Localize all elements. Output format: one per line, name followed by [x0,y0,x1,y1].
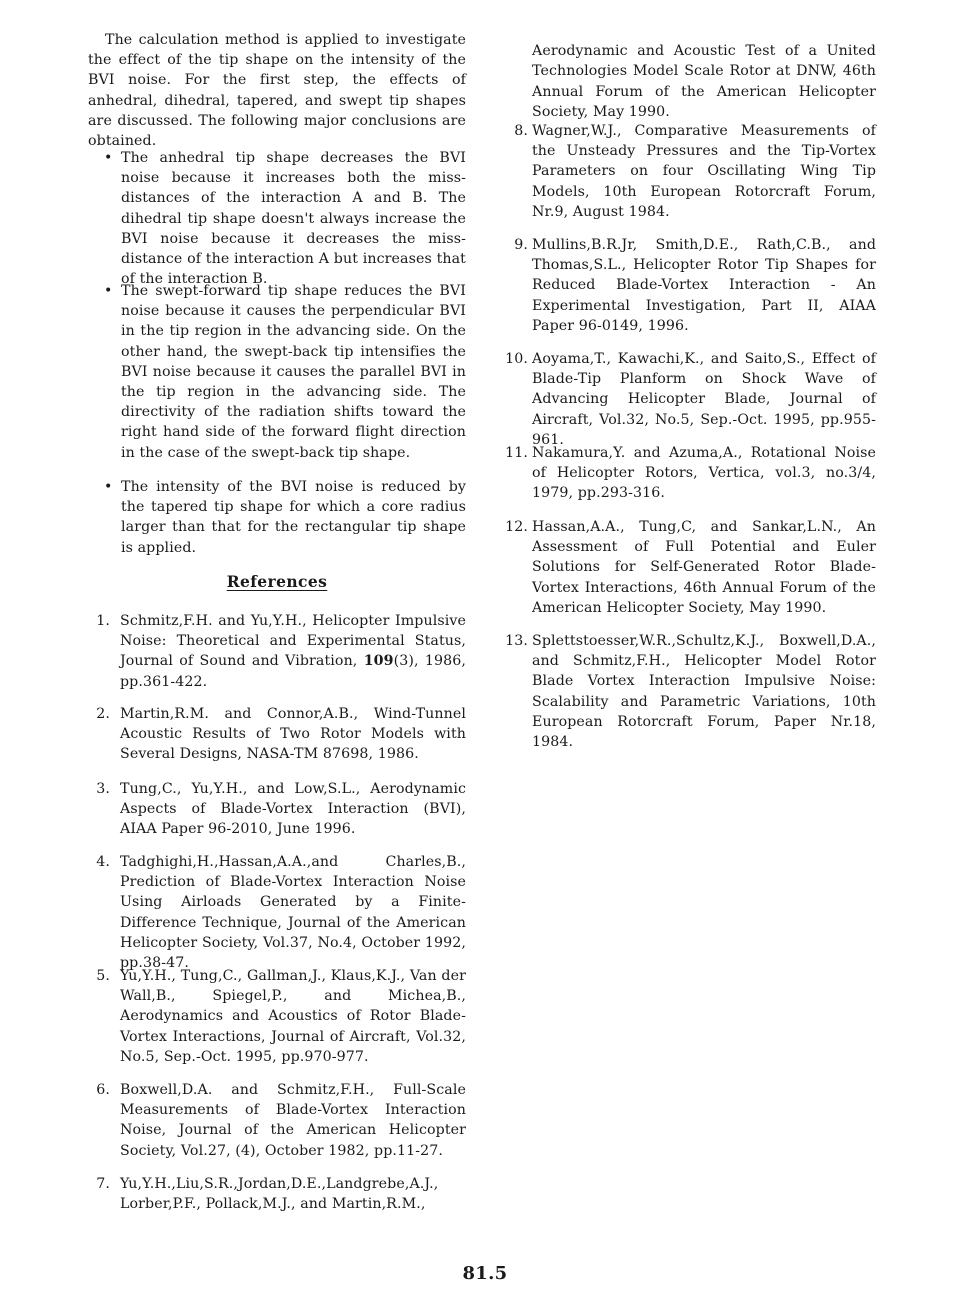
reference-text: Nakamura,Y. and Azuma,A., Rotational Noise of Helicopter Rotors, Vertica, vol.3, no.3/4, 1979, pp.293-316. [532,445,876,502]
reference-text: Schmitz,F.H. and Yu,Y.H., Helicopter Impulsive Noise: Theoretical and Experimental Status, Journal of Sound and Vibration, 109(3), 1986, pp.361-422. [120,613,466,690]
reference-continuation [502,27,876,136]
conclusion-bullet [88,477,466,558]
reference-text: Splettstoesser,W.R.,Schultz,K.J., Boxwell,D.A., and Schmitz,F.H., Helicopter Model Rotor Blade Vortex Interaction Impulsive Noise: Scalability and Parametric Variations, 10th European Rotorcraft Forum, Paper Nr.18, 1984. [532,633,876,751]
reference-text: Yu,Y.H., Tung,C., Gallman,J., Klaus,K.J., Van der Wall,B., Spiegel,P., and Michea,B., Aerodynamics and Acoustics of Rotor Blade-Vortex Interactions, Journal of Aircraft, Vol.32, No.5, Sep.-Oct. 1995, pp.970-977. [120,968,466,1065]
references-heading: References [226,572,328,591]
reference-number: 9. [514,237,528,253]
bullet-icon: • [104,479,113,495]
reference-number: 6. [96,1082,110,1098]
reference-text: Martin,R.M. and Connor,A.B., Wind-Tunnel Acoustic Results of Two Rotor Models with Several Designs, NASA-TM 87698, 1986. [120,706,466,763]
reference-item [502,349,876,450]
reference-item [502,121,876,222]
reference-text: Boxwell,D.A. and Schmitz,F.H., Full-Scale Measurements of Blade-Vortex Interaction Noise, Journal of the American Helicopter Society, Vol.27, (4), October 1982, pp.11-27. [120,1082,466,1159]
reference-number: 10. [505,351,528,367]
conclusion-text: The anhedral tip shape decreases the BVI noise because it increases both the miss-distances of the interaction A and B. The dihedral tip shape doesn't always increase the BVI noise because it decreases the miss-distance of the interaction A but increases that of the interaction B. [121,150,466,288]
reference-text: Yu,Y.H.,Liu,S.R.,Jordan,D.E.,Landgrebe,A.J., Lorber,P.F., Pollack,M.J., and Martin,R.M., [120,1176,439,1213]
reference-number: 2. [96,706,110,722]
bullet-icon: • [104,283,113,299]
reference-text: Mullins,B.R.Jr, Smith,D.E., Rath,C.B., and Thomas,S.L., Helicopter Rotor Tip Shapes for Reduced Blade-Vortex Interaction - An Experimental Investigation, Part II, AIAA Paper 96-0149, 1996. [532,237,876,334]
reference-number: 8. [514,123,528,139]
reference-number: 1. [96,613,110,629]
reference-text: Wagner,W.J., Comparative Measurements of the Unsteady Pressures and the Tip-Vortex Parameters on four Oscillating Wing Tip Models, 10th European Rotorcraft Forum, Nr.9, August 1984. [532,123,876,220]
reference-text: Aoyama,T., Kawachi,K., and Saito,S., Effect of Blade-Tip Planform on Shock Wave of Advancing Helicopter Blade, Journal of Aircraft, Vol.32, No.5, Sep.-Oct. 1995, pp.955-961. [532,351,876,448]
reference-item [88,704,466,765]
reference-item [88,611,466,692]
reference-item [88,779,466,840]
reference-item [502,517,876,618]
reference-text: Hassan,A.A., Tung,C, and Sankar,L.N., An Assessment of Full Potential and Euler Solutions for Self-Generated Rotor Blade-Vortex Interactions, 46th Annual Forum of the American Helicopter Society, May 1990. [532,519,876,616]
reference-text: Tung,C., Yu,Y.H., and Low,S.L., Aerodynamic Aspects of Blade-Vortex Interaction (BVI), AIAA Paper 96-2010, June 1996. [120,781,466,838]
reference-text: Tadghighi,H.,Hassan,A.A.,and Charles,B., Prediction of Blade-Vortex Interaction Noise Using Airloads Generated by a Finite-Difference Technique, Journal of the American Helicopter Society, Vol.37, No.4, October 1992, pp.38-47. [120,854,466,972]
reference-text: Aerodynamic and Acoustic Test of a United Technologies Model Scale Rotor at DNW, 46th Annual Forum of the American Helicopter Society, May 1990. [532,43,876,120]
reference-item [88,966,466,1067]
reference-number: 12. [505,519,528,535]
reference-item [88,1174,466,1214]
reference-item [88,852,466,973]
page-number: 81.5 [462,1263,508,1284]
conclusion-bullet [88,281,466,463]
reference-number: 4. [96,854,110,870]
reference-item [502,631,876,752]
conclusions-intro: The calculation method is applied to investigate the effect of the tip shape on the intensity of the BVI noise. For the first step, the effects of anhedral, dihedral, tapered, and swept tip shapes are discussed. The following major conclusions are obtained. [88,32,466,150]
conclusion-text: The swept-forward tip shape reduces the BVI noise because it causes the perpendicular BVI in the tip region in the advancing side. On the other hand, the swept-back tip intensifies the BVI noise because it causes the parallel BVI in the tip region in the advancing side. The directivity of the radiation shifts toward the right hand side of the forward flight direction in the case of the swept-back tip shape. [121,283,466,461]
reference-number: 7. [96,1176,110,1192]
reference-number: 11. [505,445,528,461]
reference-item [502,443,876,504]
bullet-icon: • [104,150,113,166]
conclusion-text: The intensity of the BVI noise is reduced by the tapered tip shape for which a core radius larger than that for the rectangular tip shape is applied. [121,479,466,556]
reference-number: 5. [96,968,110,984]
reference-item [88,1080,466,1161]
conclusion-bullet [88,148,466,289]
reference-number: 13. [505,633,528,649]
reference-item [502,235,876,336]
reference-number: 3. [96,781,110,797]
